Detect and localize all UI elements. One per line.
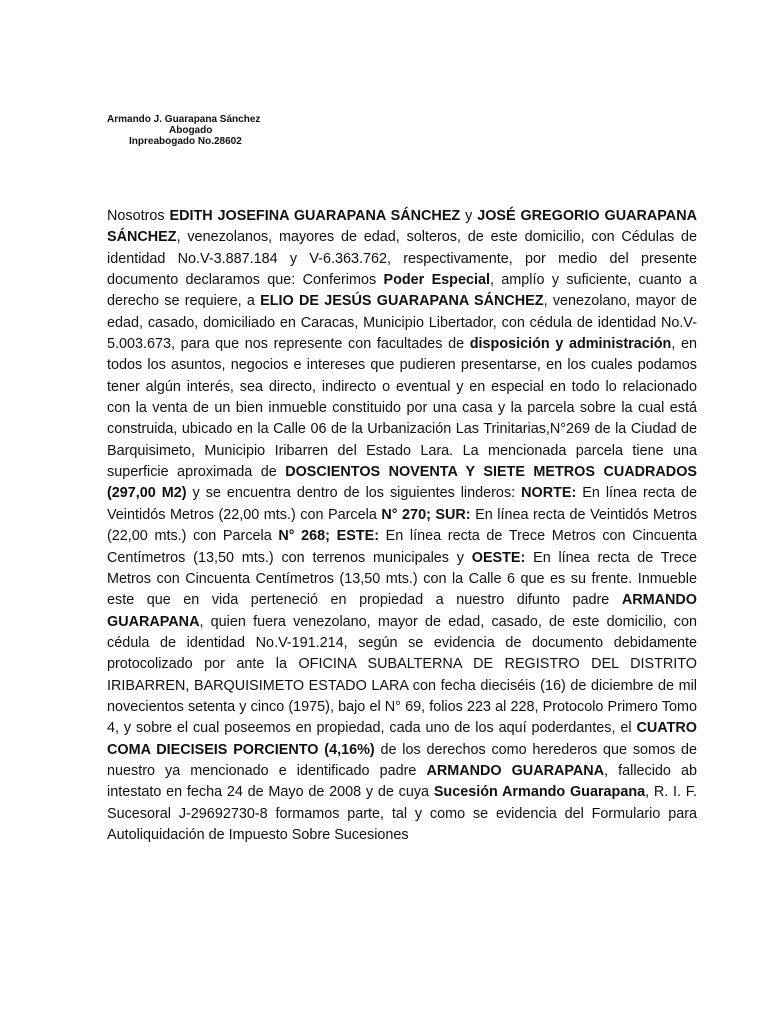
bold-text-segment: NORTE: (521, 485, 577, 502)
bold-text-segment: OESTE: (471, 549, 526, 566)
text-segment: , R. I. F. Sucesoral J-29692730-8 formamos parte, tal y como se evidencia del Formulario para Autoliquidación de Impuesto Sobre Sucesiones (107, 784, 698, 843)
text-segment: de los derechos como herederos que somos de nuestro ya mencionado e identificado padre (107, 741, 698, 779)
text-segment: En línea recta de Veintidós Metros (22,00 mts.) con Parcela (107, 506, 697, 545)
text-segment: Nosotros (107, 208, 170, 224)
document-body-paragraph (107, 206, 697, 846)
bold-text-segment: JOSÉ GREGORIO GUARAPANA SÁNCHEZ (107, 208, 697, 246)
text-segment: , quien fuera venezolano, mayor de edad, casado, de este domicilio, con cédula de identidad No.V-191.214, según se evidencia de documento debidamente protocolizado por ante la OFICINA SUBALTERNA DE REGISTRO DEL DISTRITO IRIBARREN, BARQUISIMETO ESTADO LARA con fecha dieciséis (16) de diciembre de mil novecientos setenta y cinco (1975), bajo el N° 69, folios 223 al 228, Protocolo Primero Tomo 4, y sobre el cual poseemos en propiedad, cada uno de los aquí poderdantes, el (107, 613, 697, 737)
letterhead-name: Armando J. Guarapana Sánchez (107, 114, 261, 125)
bold-text-segment: CUATRO COMA DIECISEIS PORCIENTO (4,16%) (107, 720, 697, 758)
letterhead-title: Abogado (169, 125, 213, 136)
text-segment: , venezolanos, mayores de edad, solteros, de este domicilio, con Cédulas de identidad No.V-3.887.184 y V-6.363.762, respectivamente, por medio del presente documento declaramos que: Conferimos (107, 229, 697, 289)
text-segment: , amplío y suficiente, cuanto a derecho se requiere, a (107, 272, 697, 310)
text-segment: En línea recta de Veintidós Metros (22,00 mts.) con Parcela (107, 485, 697, 523)
bold-text-segment: Sucesión Armando Guarapana (433, 784, 646, 801)
bold-text-segment: ARMANDO GUARAPANA (426, 762, 605, 779)
text-segment: , venezolano, mayor de edad, casado, domiciliado en Caracas, Municipio Libertador, con cédula de identidad No.V-5.003.673, para que nos represente con facultades de (107, 293, 698, 353)
text-segment: y se encuentra dentro de los siguientes linderos: (186, 485, 522, 502)
bold-text-segment: N° 270; SUR: (381, 506, 471, 523)
bold-text-segment: EDITH JOSEFINA GUARAPANA SÁNCHEZ (169, 208, 461, 224)
text-segment: , en todos los asuntos, negocios e intereses que pudieren presentarse, en los cuales podamos tener algún interés, sea directo, indirecto o eventual y en especial en todo lo relacionado con la venta de un bien inmueble constituido por una casa y la parcela sobre la cual está construida, ubicado en la Calle 06 de la Urbanización Las Trinitarias,N°269 de la Ciudad de Barquisimeto, Municipio Iribarren del Estado Lara. La mencionada parcela tiene una superficie aproximada de (107, 336, 697, 481)
bold-text-segment: disposición y administración (469, 336, 672, 353)
text-segment: , fallecido ab intestato en fecha 24 de Mayo de 2008 y de cuya (107, 762, 697, 801)
bold-text-segment: Poder Especial (383, 272, 490, 289)
bold-text-segment: N° 268; ESTE: (278, 528, 380, 545)
bold-text-segment: ELIO DE JESÚS GUARAPANA SÁNCHEZ (260, 293, 544, 310)
bold-text-segment: ARMANDO GUARAPANA (107, 592, 697, 630)
text-segment: y (460, 208, 478, 224)
letterhead (107, 114, 260, 147)
text-segment: En línea recta de Trece Metros con Cincuenta Centímetros (13,50 mts.) con la Calle 6 que es su frente. Inmueble este que en vida perteneció en propiedad a nuestro difunto padre (107, 549, 697, 609)
text-segment: En línea recta de Trece Metros con Cincuenta Centímetros (13,50 mts.) con terrenos municipales y (107, 528, 698, 566)
bold-text-segment: DOSCIENTOS NOVENTA Y SIETE METROS CUADRADOS (297,00 M2) (107, 464, 697, 502)
letterhead-registration: Inpreabogado No.28602 (129, 136, 242, 147)
